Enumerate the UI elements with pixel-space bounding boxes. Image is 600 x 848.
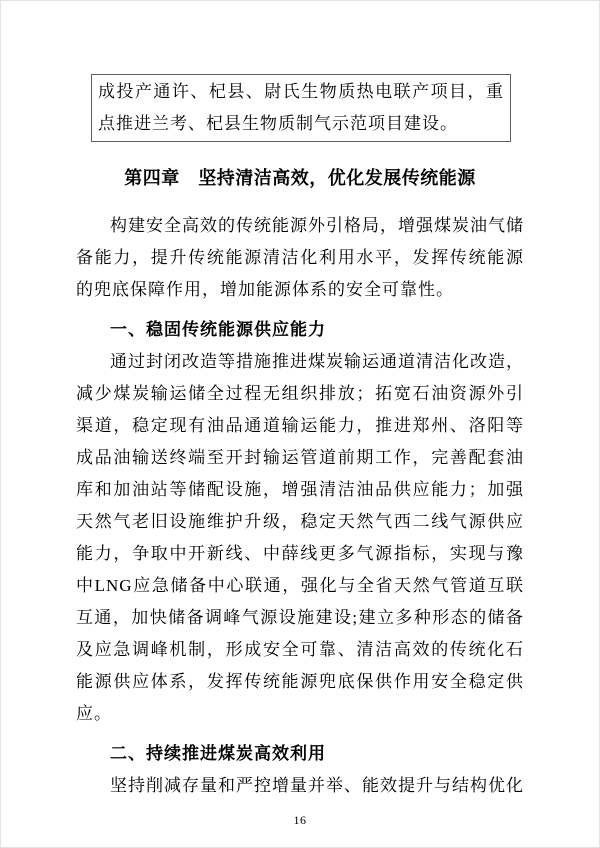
body-paragraph: 构建安全高效的传统能源外引格局，增强煤炭油气储备能力，提升传统能源清洁化利用水平，发挥传统能源的兜底保障作用，增加能源体系的安全可靠性。: [76, 216, 524, 299]
body-paragraph: 坚持削减存量和严控增量并举、能效提升与结构优化: [110, 776, 524, 795]
chapter-title: 第四章 坚持清洁高效，优化发展传统能源: [124, 168, 476, 188]
table-cell-text: 成投产通许、杞县、尉氏生物质热电联产项目，重点推进兰考、杞县生物质制气示范项目建设。: [98, 82, 504, 133]
section-heading: 二、持续推进煤炭高效利用: [110, 744, 326, 763]
page-number: 16: [293, 813, 307, 827]
document-body: [76, 210, 524, 802]
page-footer: [76, 812, 524, 828]
body-paragraph: 通过封闭改造等措施推进煤炭输运通道清洁化改造，减少煤炭输运储全过程无组织排放；拓宽石油资源外引渠道，稳定现有油品通道输运能力，推进郑州、洛阳等成品油输送终端至开封输运管道前期工作，完善配套油库和加油站等储配设施，增强清洁油品供应能力；加强天然气老旧设施维护升级，稳定天然气西二线气源供应能力，争取中开新线、中薛线更多气源指标，实现与豫中LNG应急储备中心联通，强化与全省天然气管道互联互通，加快储备调峰气源设施建设;建立多种形态的储备及应急调峰机制，形成安全可靠、清洁高效的传统化石能源供应体系，发挥传统能源兜底保供作用安全稳定供应。: [76, 352, 524, 723]
table-cell-box: [91, 74, 511, 142]
section-heading: 一、稳固传统能源供应能力: [110, 320, 326, 339]
